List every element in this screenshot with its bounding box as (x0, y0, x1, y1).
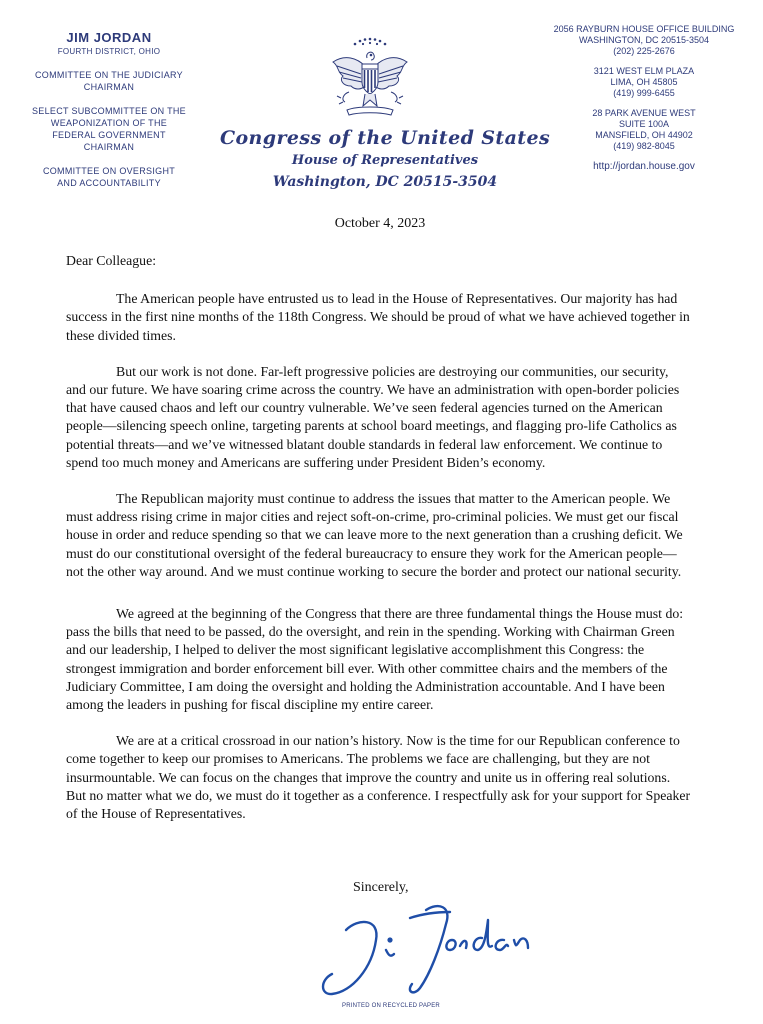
body-paragraph-4: We agreed at the beginning of the Congress that there are three fundamental things the House must do: pass the bills that need to be passed, do the oversight, and rein in the spending. Working with Chairman Green and our leadership, I helped to deliver the most significant legislative accomplishment this Congress: the strongest immigration and border enforcement bill ever. With other committee chairs and the members of the Judiciary Committee, I am doing the oversight and holding the Administration accountable. And I have been among the leaders in pushing for fiscal discipline my entire career. (66, 606, 684, 713)
body-paragraph-2: But our work is not done. Far-left progressive policies are destroying our communities, our security, and our future. We have soaring crime across the country. We have an administration with open-border policies that have caused chaos and left our country vulnerable. We’ve seen federal agencies turned on the American people—silencing speech online, targeting parents at school board meetings, and flagging pro-life Catholics as potential threats—and we’ve witnessed blatant double standards in federal law enforcement. We continue to spend too much money and Americans are suffering under President Biden’s economy. (66, 363, 680, 470)
committee-line: CHAIRMAN (83, 82, 135, 92)
letterhead-center (200, 126, 570, 192)
committee-line: CHAIRMAN (83, 142, 135, 152)
address-line: 3121 WEST ELM PLAZA (593, 66, 695, 76)
phone-number: (202) 225-2676 (613, 46, 675, 56)
body-paragraph-3: The Republican majority must continue to address the issues that matter to the American people. We must address rising crime in major cities and reject soft-on-crime, pro-criminal policies. We must get our fiscal house in order and reduce spending so that we can leave more to the next generation than a crushing deficit. We must do our constitutional oversight of the federal bureaucracy to ensure they work for the American people—not the other way around. And we must continue working to secure the border and protect our national security. (66, 491, 683, 579)
member-district: FOURTH DISTRICT, OHIO (57, 47, 161, 56)
handwritten-signature (318, 888, 568, 1006)
address-line: 2056 RAYBURN HOUSE OFFICE BUILDING (553, 24, 735, 34)
committee-weaponization (6, 105, 212, 153)
phone-number: (419) 982-8045 (613, 141, 675, 151)
committee-line: COMMITTEE ON THE JUDICIARY (35, 70, 183, 80)
body-paragraph-5: We are at a critical crossroad in our nation’s history. Now is the time for our Republican conference to come together to keep our promises to Americans. The problems we face are challenging, but they are not insurmountable. We can focus on the changes that improve the country and unite us in offering real solutions. But no matter what we do, we must do it together as a conference. I respectfully ask for your support for Speaker of the House of Representatives. (66, 733, 691, 822)
website-link[interactable]: http://jordan.house.gov (593, 161, 695, 172)
eagle-seal-icon (327, 36, 413, 120)
salutation: Dear Colleague: (66, 253, 157, 268)
washington-address: Washington, DC 20515-3504 (272, 174, 498, 190)
committee-line: WEAPONIZATION OF THE (50, 118, 168, 128)
mansfield-office (540, 108, 748, 152)
committee-line: SELECT SUBCOMMITTEE ON THE (32, 106, 186, 116)
recycled-paper-note: PRINTED ON RECYCLED PAPER (342, 1003, 440, 1009)
address-line: MANSFIELD, OH 44902 (595, 130, 693, 140)
committee-oversight (6, 165, 212, 189)
letterhead-right (540, 24, 748, 172)
lima-office (540, 66, 748, 99)
member-name: JIM JORDAN (66, 30, 152, 45)
closing: Sincerely, (353, 880, 409, 895)
committee-line: FEDERAL GOVERNMENT (52, 130, 166, 140)
address-line: LIMA, OH 45805 (610, 77, 678, 87)
dc-office (540, 24, 748, 57)
phone-number: (419) 999-6455 (613, 88, 675, 98)
committee-line: AND ACCOUNTABILITY (57, 178, 161, 188)
address-line: SUITE 100A (618, 119, 670, 129)
committee-line: COMMITTEE ON OVERSIGHT (42, 166, 176, 176)
address-line: WASHINGTON, DC 20515-3504 (578, 35, 710, 45)
congress-title: Congress of the United States (219, 127, 551, 149)
committee-judiciary (6, 69, 212, 93)
letterhead-left (6, 30, 212, 189)
address-line: 28 PARK AVENUE WEST (592, 108, 696, 118)
letter-body (66, 252, 691, 841)
body-paragraph-1: The American people have entrusted us to lead in the House of Representatives. Our majority has had success in the first nine months of the 118th Congress. We should be proud of what we have achieved together in these divided times. (66, 291, 690, 343)
letter-date: October 4, 2023 (334, 216, 426, 231)
house-title: House of Representatives (291, 153, 479, 168)
